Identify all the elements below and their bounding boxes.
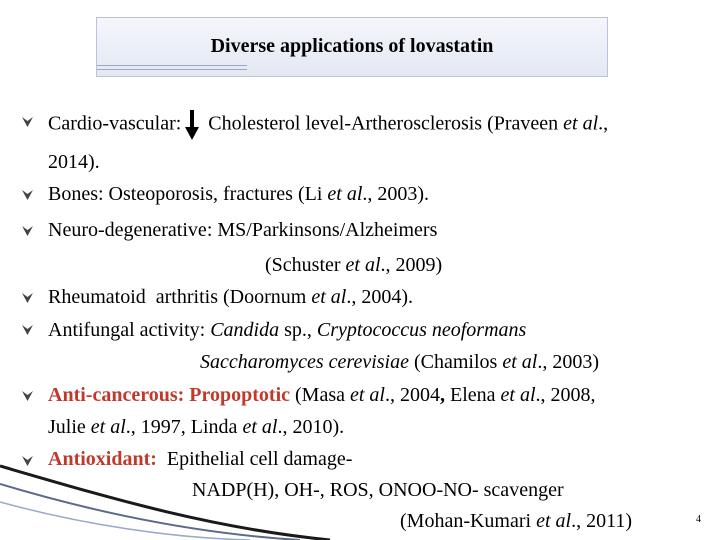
anticancer-cont bbox=[48, 415, 344, 439]
bullet-icon bbox=[22, 318, 33, 335]
cardio-tail: ., bbox=[598, 112, 609, 135]
item-bones bbox=[48, 182, 429, 206]
anticancer-mid2: ., 1997, Linda bbox=[125, 416, 243, 438]
antifungal-text: : bbox=[199, 319, 211, 341]
etal: et al bbox=[311, 286, 347, 308]
rheum-text: (Doornum bbox=[217, 286, 312, 308]
rheum-tail: ., 2004). bbox=[346, 286, 413, 308]
bullet-icon bbox=[22, 286, 33, 303]
bullet-icon bbox=[22, 110, 33, 127]
title-underline-decoration bbox=[97, 65, 247, 70]
etal: et al bbox=[502, 351, 538, 373]
title-box bbox=[96, 17, 608, 77]
candida: Candida bbox=[210, 319, 280, 341]
etal: et al bbox=[242, 416, 278, 438]
bullet-icon bbox=[22, 219, 33, 236]
etal: et al bbox=[500, 384, 536, 406]
antioxidant-label: Antioxidant: bbox=[48, 448, 157, 470]
etal: et al bbox=[90, 416, 126, 438]
item-cardio bbox=[48, 110, 608, 140]
cryptococcus: Cryptococcus neoformans bbox=[316, 319, 527, 341]
anticancer-mid: ., 2004 bbox=[385, 384, 440, 406]
antifungal-tail: ., 2003) bbox=[537, 351, 599, 373]
antioxidant-tail: ., 2011) bbox=[571, 510, 632, 532]
julie: Julie bbox=[48, 416, 91, 438]
page-number: 4 bbox=[696, 514, 701, 525]
bottom-wave-decoration bbox=[0, 458, 720, 540]
anticancer-text: (Masa bbox=[290, 384, 350, 406]
neuro-citation bbox=[265, 253, 442, 277]
bullet-icon bbox=[22, 183, 33, 200]
neuro-cont: (Schuster bbox=[265, 254, 346, 276]
comma: , bbox=[440, 384, 450, 406]
elena: Elena bbox=[450, 384, 501, 406]
etal: et al bbox=[345, 254, 381, 276]
saccharomyces: Saccharomyces cerevisiae bbox=[200, 351, 409, 373]
bullet-icon bbox=[22, 384, 33, 401]
item-neuro bbox=[48, 218, 437, 242]
rheum-label: Rheumatoid arthritis bbox=[48, 286, 218, 308]
antifungal-text2: (Chamilos bbox=[408, 351, 503, 373]
neuro-label: Neuro-degenerative bbox=[48, 219, 207, 241]
antioxidant-text: Epithelial cell damage- bbox=[156, 448, 353, 470]
item-rheumatoid bbox=[48, 285, 413, 309]
etal: et al bbox=[350, 384, 385, 406]
neuro-tail: ., 2009) bbox=[380, 254, 443, 276]
cardio-text: Cholesterol level-Artherosclerosis (Praveen bbox=[203, 112, 564, 135]
mohan: (Mohan-Kumari bbox=[400, 510, 537, 532]
etal: et al bbox=[327, 183, 363, 205]
antioxidant-line2: NADP(H), OH-, ROS, ONOO-NO- scavenger bbox=[192, 479, 564, 501]
neuro-text: : MS/Parkinsons/Alzheimers bbox=[206, 219, 438, 241]
antifungal-label: Antifungal activity bbox=[48, 319, 200, 341]
anticancer-tail2: ., 2010). bbox=[277, 416, 345, 438]
bones-tail: ., 2003). bbox=[362, 183, 430, 205]
cardio-year: 2014). bbox=[48, 151, 100, 173]
bones-label: Bones bbox=[48, 183, 98, 205]
item-antifungal bbox=[48, 318, 526, 342]
etal: et al bbox=[536, 510, 572, 532]
bones-text: : Osteoporosis, fractures (Li bbox=[98, 183, 328, 205]
item-anticancer bbox=[48, 383, 596, 407]
anticancer-tail1: ., 2008, bbox=[535, 384, 596, 406]
etal: et al bbox=[563, 112, 599, 135]
antifungal-cont bbox=[200, 350, 599, 374]
down-arrow-icon bbox=[185, 110, 199, 140]
anticancer-label: Anti-cancerous: Propoptotic bbox=[48, 384, 291, 406]
cardio-label: Cardio-vascular: bbox=[48, 112, 182, 135]
slide-title: Diverse applications of lovastatin bbox=[210, 35, 494, 57]
sp: sp., bbox=[279, 319, 317, 341]
